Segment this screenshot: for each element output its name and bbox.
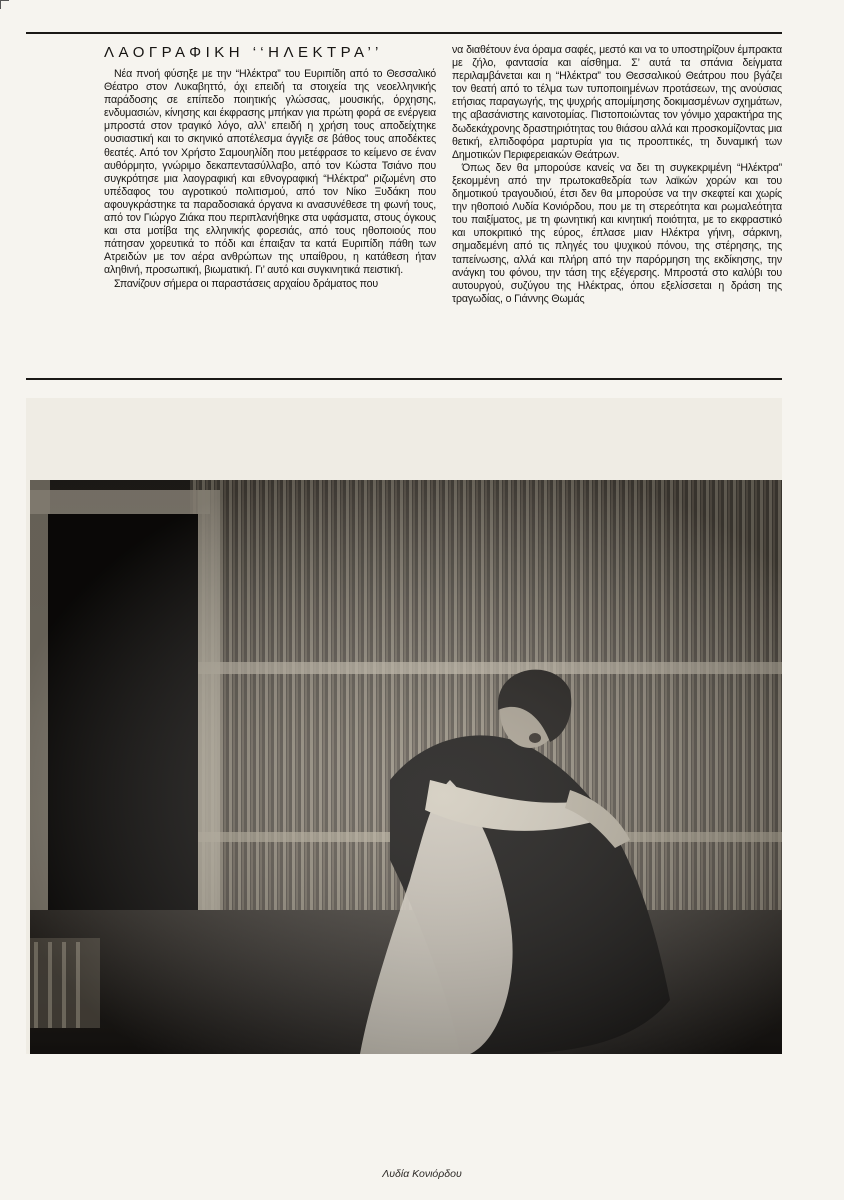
paragraph: Όπως δεν θα μπορούσε κανείς να δει τη συγκεκριμένη “Ηλέκτρα” ξεκομμένη από την πρωτοκαθεδρία των λαϊκών χορών και του δημοτικού τραγουδιού, έτσι δεν θα μπορούσε να την σκεφτεί και χωρίς την ηθοποιό Λυδία Κονιόρδου, που με τη στερεότητα και ρωμαλεότητα του παιξίματος, με τη φωνητική και κινητική ποιότητα, με το εκφραστικό και υποκριτικό της εύρος, έπλασε μιαν Ηλέκτρα γήινη, σάρκινη, σημαδεμένη από τις πληγές του ψυχικού πόνου, της στέρησης, της ταπείνωσης, αλλά και πλήρη από την παρόρμηση της εκδίκησης, την ανάγκη του φόνου, την τάση της εξέγερσης. Μπροστά στο καλύβι του αυτουργού, συζύγου της Ηλέκτρας, όπου εξελίσσεται η δράση της τραγωδίας, ο Γιάννης Θωμάς [452,161,782,305]
section-rule [26,378,782,380]
photo-caption: Λυδία Κονιόρδου [382,1168,462,1180]
paragraph: Σπανίζουν σήμερα οι παραστάσεις αρχαίου δράματος που [114,277,379,290]
article-column-right [452,44,782,374]
crop-mark [0,0,9,9]
paragraph: να διαθέτουν ένα όραμα σαφές, μεστό και να το υποστηρίζουν έμπρακτα με ζήλο, φαντασία και αίσθημα. Σ’ αυτά τα σπάνια δείγματα περιλαμβάνεται και η “Ηλέκτρα” του Θεσσαλικού Θεάτρου που βγάζει τον θεατή από το τέλμα των τυποποιημένων προτάσεων, της ανούσιας ετήσιας παραγωγής, της ψυχρής απομίμησης δοκιμασμένων σχημάτων, της αβασάνιστης καινοτομίας. Πιστοποιώντας τον γόνιμο χαρακτήρα της δωδεκάχρονης δραστηριότητας του θιάσου αλλά και προσκομίζοντας μια θετική, ελπιδοφόρα μαρτυρία για τις προοπτικές, τη δυναμική των Δημοτικών Περιφερειακών Θεάτρων. [452,44,782,161]
stage-photo [30,480,782,1054]
photo-frame [26,398,782,1054]
paragraph: Νέα πνοή φύσηξε με την “Ηλέκτρα” του Ευριπίδη από το Θεσσαλικό Θέατρο στον Λυκαβηττό, όχι επειδή τα στοιχεία της νεοελληνικής παράδοσης σε επίπεδο ποιητικής γλώσσας, μουσικής, όρχησης, ενδυμασιών, κίνησης και έκφρασης μπήκαν για πρώτη φορά σε ενέργεια μπροστά στον τραγικό λόγο, αλλ’ επειδή η χρήση τους αποδείχτηκε ουσιαστική και το σκηνικό αποτέλεσμα άγγιξε σε βάθος τους αποδέκτες θεατές. Από τον Χρήστο Σαμουηλίδη που μετέφρασε το κείμενο σε έναν αυθόρμητο, γνώριμο δεκαπεντασύλλαβο, από τον Κώστα Τσιάνο που συγκρότησε μια λαογραφική και εθνογραφική “Ηλέκτρα” ριζωμένη στο υπέδαφος του αγροτικού πολιτισμού, από τον Νίκο Ξυδάκη που αφουγκράστηκε τα παραδοσιακά όργανα κι ανασυνέθεσε τη φωνή τους, από τον Γιώργο Ζιάκα που περιπλανήθηκε στα υφάσματα, στους όγκους και στα μοτίβα της ελληνικής φορεσιάς, από τους ηθοποιούς που πάτησαν χορευτικά το πόδι και έπαιξαν τα κατά Ευριπίδη πάθη των Ατρειδών με τον αέρα ανθρώπων της υπαίθρου, η κατάθεση ήταν αληθινή, προσωπική, βιωματική. Γι’ αυτό και συγκινητικά πειστική. [104,68,436,277]
top-rule [26,32,782,34]
article-column-left [104,44,436,374]
article-title: ΛΑΟΓΡΑΦΙΚΗ ‘‘ΗΛΕΚΤΡΑ’’ [104,44,383,61]
